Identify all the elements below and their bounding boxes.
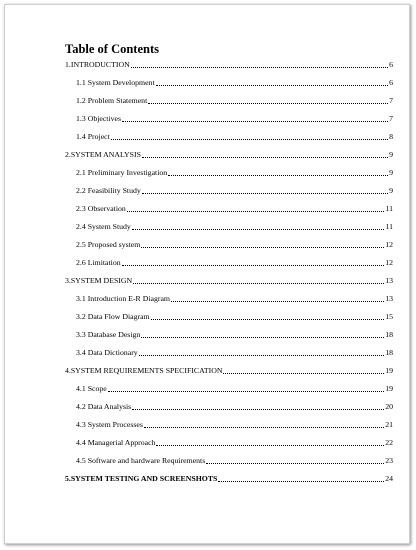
- toc-leader-dots: [131, 67, 388, 68]
- toc-entry[interactable]: [76, 112, 393, 124]
- toc-entry-label: 4.2 Data Analysis: [76, 402, 132, 411]
- toc-entry-label: 2.2 Feasibility Study: [76, 186, 141, 195]
- toc-leader-dots: [218, 481, 384, 482]
- toc-entry-label: 1.4 Project: [76, 132, 110, 141]
- toc-entry[interactable]: [76, 418, 393, 430]
- toc-entry-label: 2.SYSTEM ANALYSIS: [65, 150, 141, 159]
- toc-entry[interactable]: [76, 346, 393, 358]
- toc-entry-label: 4.4 Managerial Approach: [76, 438, 156, 447]
- toc-entry-label: 3.1 Introduction E-R Diagram: [76, 294, 170, 303]
- toc-entry-page: 21: [385, 420, 393, 429]
- toc-leader-dots: [142, 193, 388, 194]
- toc-entry-page: 20: [385, 402, 393, 411]
- toc-leader-dots: [141, 337, 384, 338]
- toc-entry[interactable]: [65, 364, 393, 376]
- toc-entry-label: 1.3 Objectives: [76, 114, 122, 123]
- toc-entry-page: 12: [385, 258, 393, 267]
- toc-leader-dots: [108, 391, 384, 392]
- toc-entry-label: 4.SYSTEM REQUIREMENTS SPECIFICATION: [65, 366, 223, 375]
- toc-entry[interactable]: [76, 256, 393, 268]
- toc-entry-label: 4.1 Scope: [76, 384, 107, 393]
- toc-entry-page: 9: [389, 186, 393, 195]
- toc-entry-page: 22: [385, 438, 393, 447]
- toc-entry-page: 18: [385, 330, 393, 339]
- toc-leader-dots: [171, 301, 384, 302]
- toc-entry-label: 4.5 Software and hardware Requirements: [76, 456, 206, 465]
- toc-entry-label: 4.3 System Processes: [76, 420, 143, 429]
- toc-entry-page: 7: [389, 114, 393, 123]
- toc-entry[interactable]: [76, 202, 393, 214]
- toc-entry-page: 6: [389, 60, 393, 69]
- toc-entry-label: 3.3 Database Design: [76, 330, 141, 339]
- toc-entry[interactable]: [76, 436, 393, 448]
- toc-entry-page: 6: [389, 78, 393, 87]
- toc-entry-page: 11: [385, 222, 393, 231]
- toc-entry-label: 1.INTRODUCTION: [65, 60, 130, 69]
- toc-entry-label: 2.4 System Study: [76, 222, 131, 231]
- toc-entry-label: 1.1 System Development: [76, 78, 155, 87]
- toc-entry-label: 2.1 Preliminary Investigation: [76, 168, 168, 177]
- toc-entry[interactable]: [65, 472, 393, 484]
- toc-entry[interactable]: [76, 238, 393, 250]
- toc-entry-page: 11: [385, 204, 393, 213]
- document-page: [4, 4, 410, 544]
- toc-leader-dots: [144, 427, 384, 428]
- toc-entry-label: 2.5 Proposed system: [76, 240, 141, 249]
- toc-entry[interactable]: [65, 58, 393, 70]
- toc-entry-page: 23: [385, 456, 393, 465]
- toc-entry-label: 2.6 Limitation: [76, 258, 121, 267]
- toc-entry-page: 9: [389, 168, 393, 177]
- toc-entry[interactable]: [76, 76, 393, 88]
- toc-entry-page: 19: [385, 366, 393, 375]
- toc-leader-dots: [148, 103, 388, 104]
- toc-leader-dots: [206, 463, 384, 464]
- toc-entry-label: 1.2 Problem Statement: [76, 96, 148, 105]
- toc-entry-page: 18: [385, 348, 393, 357]
- toc-entry[interactable]: [76, 292, 393, 304]
- toc-title: Table of Contents: [65, 42, 159, 56]
- toc-entry-page: 13: [385, 276, 393, 285]
- toc-entry-page: 15: [385, 312, 393, 321]
- toc-entry-page: 9: [389, 150, 393, 159]
- toc-leader-dots: [142, 157, 388, 158]
- toc-entry-label: 5.SYSTEM TESTING AND SCREENSHOTS: [65, 474, 218, 483]
- toc-entry-page: 8: [389, 132, 393, 141]
- toc-leader-dots: [223, 373, 384, 374]
- toc-leader-dots: [139, 355, 384, 356]
- toc-leader-dots: [156, 85, 388, 86]
- toc-leader-dots: [122, 265, 385, 266]
- toc-entry[interactable]: [76, 310, 393, 322]
- toc-entry-page: 7: [389, 96, 393, 105]
- toc-entry[interactable]: [76, 220, 393, 232]
- toc-entry[interactable]: [76, 400, 393, 412]
- toc-entry[interactable]: [76, 130, 393, 142]
- toc-leader-dots: [156, 445, 384, 446]
- toc-entry[interactable]: [76, 94, 393, 106]
- toc-entry[interactable]: [76, 454, 393, 466]
- toc-leader-dots: [122, 121, 388, 122]
- toc-entry-label: 2.3 Observation: [76, 204, 126, 213]
- toc-leader-dots: [132, 229, 385, 230]
- toc-entry[interactable]: [76, 328, 393, 340]
- toc-entry-page: 13: [385, 294, 393, 303]
- toc-leader-dots: [133, 283, 384, 284]
- toc-entry[interactable]: [65, 148, 393, 160]
- toc-entry-label: 3.2 Data Flow Diagram: [76, 312, 150, 321]
- toc-entry[interactable]: [76, 184, 393, 196]
- toc-leader-dots: [151, 319, 385, 320]
- toc-entry[interactable]: [65, 274, 393, 286]
- toc-entry-label: 3.SYSTEM DESIGN: [65, 276, 133, 285]
- toc-leader-dots: [168, 175, 388, 176]
- toc-leader-dots: [132, 409, 384, 410]
- toc-entry-page: 24: [385, 474, 393, 483]
- toc-entry-page: 12: [385, 240, 393, 249]
- toc-leader-dots: [127, 211, 385, 212]
- toc-leader-dots: [111, 139, 388, 140]
- toc-leader-dots: [141, 247, 384, 248]
- toc-entry[interactable]: [76, 382, 393, 394]
- toc-entry-label: 3.4 Data Dictionary: [76, 348, 138, 357]
- toc-entry-page: 19: [385, 384, 393, 393]
- toc-entry[interactable]: [76, 166, 393, 178]
